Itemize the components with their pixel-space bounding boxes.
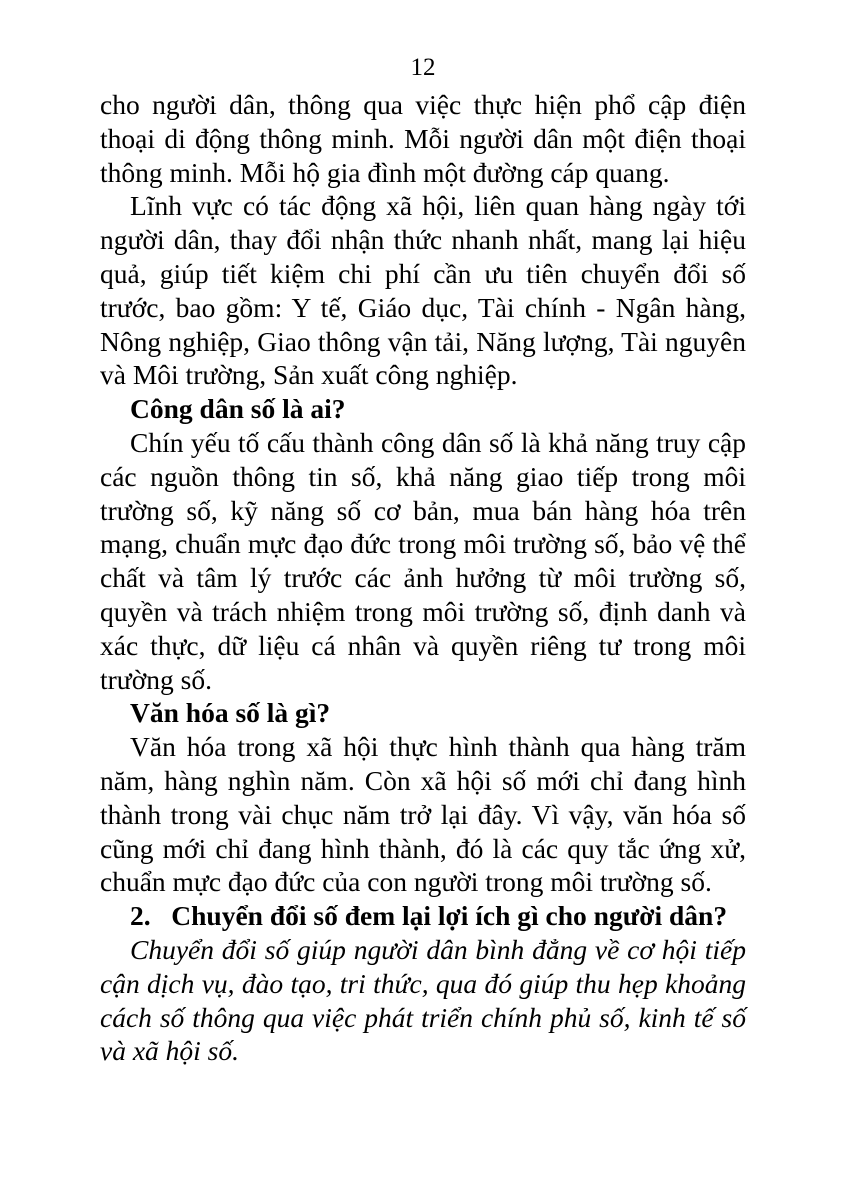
paragraph-digital-citizen: Chín yếu tố cấu thành công dân số là khả năng truy cập các nguồn thông tin số, khả năng giao tiếp trong môi trường số, kỹ năng số cơ bản, mua bán hàng hóa trên mạng, chuẩn mực đạo đức trong môi trường số, bảo vệ thể chất và tâm lý trước các ảnh hưởng từ môi trường số, quyền và trách nhiệm trong môi trường số, định danh và xác thực, dữ liệu cá nhân và quyền riêng tư trong môi trường số. (100, 426, 746, 695)
paragraph-priority-sectors: Lĩnh vực có tác động xã hội, liên quan hàng ngày tới người dân, thay đổi nhận thức nhanh nhất, mang lại hiệu quả, giúp tiết kiệm chi phí cần ưu tiên chuyển đổi số trước, bao gồm: Y tế, Giáo dục, Tài chính - Ngân hàng, Nông nghiệp, Giao thông vận tải, Năng lượng, Tài nguyên và Môi trường, Sản xuất công nghiệp. (100, 190, 746, 391)
document-page (100, 52, 746, 1068)
heading-digital-citizen: Công dân số là ai? (130, 393, 346, 425)
paragraph-continuation: cho người dân, thông qua việc thực hiện phổ cập điện thoại di động thông minh. Mỗi người dân một điện thoại thông minh. Mỗi hộ gia đình một đường cáp quang. (100, 89, 746, 188)
paragraph-benefits: Chuyển đổi số giúp người dân bình đẳng về cơ hội tiếp cận dịch vụ, đào tạo, tri thức, qua đó giúp thu hẹp khoảng cách số thông qua việc phát triển chính phủ số, kinh tế số và xã hội số. (100, 933, 746, 1067)
heading-benefits: 2. Chuyển đổi số đem lại lợi ích gì cho người dân? (130, 900, 728, 932)
page-number: 12 (410, 54, 436, 81)
heading-digital-culture: Văn hóa số là gì? (130, 697, 331, 729)
paragraph-digital-culture: Văn hóa trong xã hội thực hình thành qua hàng trăm năm, hàng nghìn năm. Còn xã hội số mới chỉ đang hình thành trong vài chục năm trở lại đây. Vì vậy, văn hóa số cũng mới chỉ đang hình thành, đó là các quy tắc ứng xử, chuẩn mực đạo đức của con người trong môi trường số. (100, 731, 746, 898)
